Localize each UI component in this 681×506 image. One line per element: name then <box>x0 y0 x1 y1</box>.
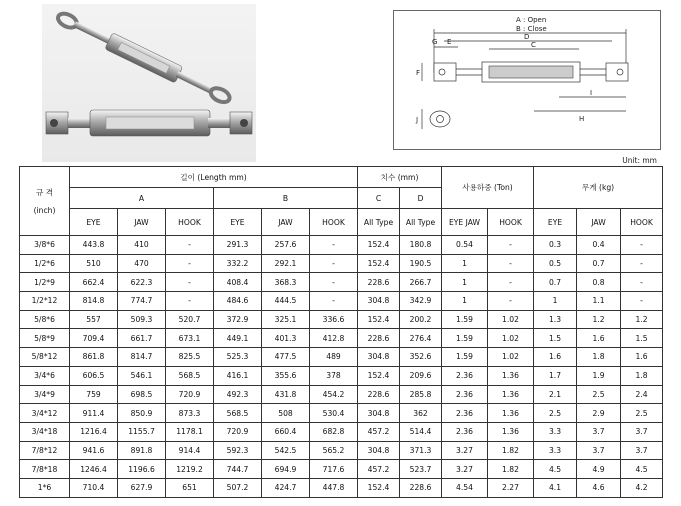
table-row <box>20 441 663 460</box>
value-cell: 2.5 <box>577 385 621 404</box>
value-cell: - <box>310 254 358 273</box>
value-cell: 355.6 <box>262 366 310 385</box>
value-cell: 542.5 <box>262 441 310 460</box>
spec-header-label: 규 격 <box>35 187 54 197</box>
value-cell: 4.5 <box>621 460 663 479</box>
label-f: F <box>416 69 421 77</box>
value-cell: 2.36 <box>442 404 488 423</box>
value-cell: 152.4 <box>358 310 400 329</box>
value-cell: 228.6 <box>400 478 442 497</box>
value-cell: 720.9 <box>214 422 262 441</box>
value-cell: 410 <box>118 236 166 255</box>
value-cell: 720.9 <box>166 385 214 404</box>
dimension-diagram <box>393 10 661 150</box>
value-cell: 304.8 <box>358 348 400 367</box>
value-cell: 759 <box>70 385 118 404</box>
value-cell: - <box>621 254 663 273</box>
value-cell: 1.9 <box>577 366 621 385</box>
value-cell: 660.4 <box>262 422 310 441</box>
value-cell: 1.6 <box>621 348 663 367</box>
spec-table-body <box>20 236 663 498</box>
value-cell: 3.27 <box>442 441 488 460</box>
value-cell: - <box>166 254 214 273</box>
value-cell: 4.2 <box>621 478 663 497</box>
dim-header: 치수 (mm) <box>358 167 442 188</box>
spec-cell: 7/8*12 <box>20 441 70 460</box>
value-cell: 0.4 <box>577 236 621 255</box>
sub-header-row <box>20 209 663 236</box>
value-cell: 651 <box>166 478 214 497</box>
value-cell: 3.7 <box>577 441 621 460</box>
value-cell: 0.7 <box>577 254 621 273</box>
value-cell: 152.4 <box>358 236 400 255</box>
value-cell: 368.3 <box>262 273 310 292</box>
value-cell: 2.1 <box>534 385 577 404</box>
value-cell: 228.6 <box>358 273 400 292</box>
unit-label: Unit: mm <box>622 156 657 165</box>
value-cell: 891.8 <box>118 441 166 460</box>
value-cell: 673.1 <box>166 329 214 348</box>
value-cell: 2.5 <box>621 404 663 423</box>
spec-cell: 5/8*6 <box>20 310 70 329</box>
value-cell: 592.3 <box>214 441 262 460</box>
value-cell: 606.5 <box>70 366 118 385</box>
value-cell: 1.6 <box>534 348 577 367</box>
value-cell: 342.9 <box>400 292 442 311</box>
value-cell: - <box>621 292 663 311</box>
value-cell: 444.5 <box>262 292 310 311</box>
value-cell: 304.8 <box>358 292 400 311</box>
value-cell: 1.82 <box>488 441 534 460</box>
value-cell: 362 <box>400 404 442 423</box>
eye-eye-turnbuckle <box>54 8 233 107</box>
sub-header: EYE <box>214 209 262 236</box>
spec-cell: 5/8*12 <box>20 348 70 367</box>
spec-cell: 1/2*9 <box>20 273 70 292</box>
value-cell: 401.3 <box>262 329 310 348</box>
value-cell: 352.6 <box>400 348 442 367</box>
spec-cell: 5/8*9 <box>20 329 70 348</box>
value-cell: 1.7 <box>534 366 577 385</box>
value-cell: 1.02 <box>488 310 534 329</box>
value-cell: 1219.2 <box>166 460 214 479</box>
value-cell: 514.4 <box>400 422 442 441</box>
value-cell: 3.3 <box>534 422 577 441</box>
value-cell: 546.1 <box>118 366 166 385</box>
spec-cell: 3/8*6 <box>20 236 70 255</box>
value-cell: 228.6 <box>358 385 400 404</box>
value-cell: 1.2 <box>577 310 621 329</box>
value-cell: 1.1 <box>577 292 621 311</box>
value-cell: 1.59 <box>442 329 488 348</box>
value-cell: - <box>166 292 214 311</box>
sub-header: JAW <box>577 209 621 236</box>
weight-header: 무게 (kg) <box>534 167 663 209</box>
value-cell: 4.9 <box>577 460 621 479</box>
value-cell: 1.59 <box>442 310 488 329</box>
value-cell: 4.5 <box>534 460 577 479</box>
sub-header: EYE <box>534 209 577 236</box>
value-cell: 276.4 <box>400 329 442 348</box>
value-cell: 1.02 <box>488 348 534 367</box>
value-cell: 508 <box>262 404 310 423</box>
value-cell: 492.3 <box>214 385 262 404</box>
value-cell: 520.7 <box>166 310 214 329</box>
value-cell: 509.3 <box>118 310 166 329</box>
value-cell: 332.2 <box>214 254 262 273</box>
spec-cell: 3/4*6 <box>20 366 70 385</box>
value-cell: 424.7 <box>262 478 310 497</box>
value-cell: 180.8 <box>400 236 442 255</box>
value-cell: 2.36 <box>442 422 488 441</box>
value-cell: 457.2 <box>358 422 400 441</box>
value-cell: 454.2 <box>310 385 358 404</box>
value-cell: 449.1 <box>214 329 262 348</box>
load-header: 사용하중 (Ton) <box>442 167 534 209</box>
value-cell: 0.8 <box>577 273 621 292</box>
sub-header: EYE <box>70 209 118 236</box>
value-cell: - <box>310 292 358 311</box>
value-cell: 709.4 <box>70 329 118 348</box>
table-row <box>20 385 663 404</box>
sub-header: JAW <box>262 209 310 236</box>
value-cell: 4.1 <box>534 478 577 497</box>
value-cell: 1.02 <box>488 329 534 348</box>
value-cell: 1216.4 <box>70 422 118 441</box>
spec-cell: 7/8*18 <box>20 460 70 479</box>
value-cell: 530.4 <box>310 404 358 423</box>
length-header: 길이 (Length mm) <box>70 167 358 188</box>
value-cell: 457.2 <box>358 460 400 479</box>
value-cell: - <box>166 236 214 255</box>
table-row <box>20 254 663 273</box>
value-cell: 325.1 <box>262 310 310 329</box>
value-cell: 266.7 <box>400 273 442 292</box>
value-cell: - <box>488 273 534 292</box>
value-cell: 1.36 <box>488 385 534 404</box>
value-cell: 622.3 <box>118 273 166 292</box>
label-i: I <box>590 89 593 97</box>
value-cell: 1155.7 <box>118 422 166 441</box>
value-cell: 209.6 <box>400 366 442 385</box>
value-cell: 489 <box>310 348 358 367</box>
value-cell: - <box>488 236 534 255</box>
table-row <box>20 292 663 311</box>
value-cell: 1.36 <box>488 422 534 441</box>
value-cell: 416.1 <box>214 366 262 385</box>
value-cell: 1.8 <box>577 348 621 367</box>
value-cell: 477.5 <box>262 348 310 367</box>
value-cell: 2.36 <box>442 385 488 404</box>
value-cell: 1246.4 <box>70 460 118 479</box>
value-cell: 1.2 <box>621 310 663 329</box>
sub-header: HOOK <box>621 209 663 236</box>
value-cell: 190.5 <box>400 254 442 273</box>
value-cell: - <box>166 273 214 292</box>
value-cell: 698.5 <box>118 385 166 404</box>
value-cell: 1 <box>534 292 577 311</box>
value-cell: 1.82 <box>488 460 534 479</box>
value-cell: 3.3 <box>534 441 577 460</box>
value-cell: 152.4 <box>358 478 400 497</box>
table-row <box>20 422 663 441</box>
col-a-header: A <box>70 188 214 209</box>
value-cell: 4.54 <box>442 478 488 497</box>
value-cell: 710.4 <box>70 478 118 497</box>
spec-cell: 3/4*9 <box>20 385 70 404</box>
value-cell: 291.3 <box>214 236 262 255</box>
product-photo <box>42 4 256 162</box>
value-cell: 814.7 <box>118 348 166 367</box>
col-c-header: C <box>358 188 400 209</box>
sub-header: HOOK <box>488 209 534 236</box>
value-cell: 0.3 <box>534 236 577 255</box>
value-cell: 484.6 <box>214 292 262 311</box>
value-cell: 507.2 <box>214 478 262 497</box>
value-cell: 470 <box>118 254 166 273</box>
value-cell: 850.9 <box>118 404 166 423</box>
value-cell: 1.8 <box>621 366 663 385</box>
spec-table <box>19 166 663 498</box>
value-cell: 3.7 <box>577 422 621 441</box>
label-g: G <box>432 38 438 46</box>
spec-cell: 1/2*12 <box>20 292 70 311</box>
value-cell: 1.36 <box>488 404 534 423</box>
sub-header: HOOK <box>310 209 358 236</box>
sub-header: JAW <box>118 209 166 236</box>
value-cell: 1.36 <box>488 366 534 385</box>
value-cell: 662.4 <box>70 273 118 292</box>
value-cell: 814.8 <box>70 292 118 311</box>
value-cell: 1.6 <box>577 329 621 348</box>
value-cell: 1.5 <box>621 329 663 348</box>
value-cell: 2.9 <box>577 404 621 423</box>
label-b-close: B : Close <box>516 25 547 33</box>
value-cell: 2.27 <box>488 478 534 497</box>
value-cell: - <box>621 273 663 292</box>
sub-header: EYE JAW <box>442 209 488 236</box>
value-cell: 1.59 <box>442 348 488 367</box>
table-row <box>20 366 663 385</box>
value-cell: 2.5 <box>534 404 577 423</box>
table-row <box>20 273 663 292</box>
label-a-open: A : Open <box>516 16 547 24</box>
spec-cell: 1*6 <box>20 478 70 497</box>
value-cell: 523.7 <box>400 460 442 479</box>
table-row <box>20 329 663 348</box>
value-cell: - <box>310 236 358 255</box>
value-cell: 1 <box>442 292 488 311</box>
value-cell: 304.8 <box>358 441 400 460</box>
value-cell: 443.8 <box>70 236 118 255</box>
value-cell: 717.6 <box>310 460 358 479</box>
value-cell: 911.4 <box>70 404 118 423</box>
value-cell: 152.4 <box>358 366 400 385</box>
table-row <box>20 348 663 367</box>
value-cell: 447.8 <box>310 478 358 497</box>
label-h: H <box>579 115 585 123</box>
value-cell: 825.5 <box>166 348 214 367</box>
col-d-header: D <box>400 188 442 209</box>
sub-header: All Type <box>400 209 442 236</box>
value-cell: 257.6 <box>262 236 310 255</box>
value-cell: 1.5 <box>534 329 577 348</box>
value-cell: 525.3 <box>214 348 262 367</box>
value-cell: 371.3 <box>400 441 442 460</box>
jaw-jaw-turnbuckle <box>46 110 252 136</box>
value-cell: 510 <box>70 254 118 273</box>
value-cell: 412.8 <box>310 329 358 348</box>
value-cell: 378 <box>310 366 358 385</box>
value-cell: 744.7 <box>214 460 262 479</box>
label-e: E <box>447 38 452 46</box>
value-cell: 873.3 <box>166 404 214 423</box>
spec-cell: 1/2*6 <box>20 254 70 273</box>
value-cell: 228.6 <box>358 329 400 348</box>
value-cell: - <box>488 254 534 273</box>
value-cell: 3.27 <box>442 460 488 479</box>
value-cell: 861.8 <box>70 348 118 367</box>
value-cell: 0.7 <box>534 273 577 292</box>
table-row <box>20 310 663 329</box>
value-cell: 914.4 <box>166 441 214 460</box>
value-cell: - <box>621 236 663 255</box>
value-cell: 1196.6 <box>118 460 166 479</box>
value-cell: 568.5 <box>166 366 214 385</box>
value-cell: 2.36 <box>442 366 488 385</box>
label-j: J <box>416 116 419 124</box>
value-cell: 304.8 <box>358 404 400 423</box>
value-cell: 0.5 <box>534 254 577 273</box>
value-cell: 627.9 <box>118 478 166 497</box>
value-cell: 565.2 <box>310 441 358 460</box>
spec-header <box>20 167 70 236</box>
value-cell: 0.54 <box>442 236 488 255</box>
table-row <box>20 460 663 479</box>
value-cell: - <box>310 273 358 292</box>
value-cell: 2.4 <box>621 385 663 404</box>
value-cell: 661.7 <box>118 329 166 348</box>
value-cell: 152.4 <box>358 254 400 273</box>
table-row <box>20 236 663 255</box>
value-cell: 3.7 <box>621 422 663 441</box>
value-cell: 1.3 <box>534 310 577 329</box>
value-cell: 1 <box>442 273 488 292</box>
value-cell: 694.9 <box>262 460 310 479</box>
value-cell: 408.4 <box>214 273 262 292</box>
value-cell: - <box>488 292 534 311</box>
label-d: D <box>524 33 530 41</box>
spec-cell: 3/4*18 <box>20 422 70 441</box>
value-cell: 336.6 <box>310 310 358 329</box>
value-cell: 431.8 <box>262 385 310 404</box>
sub-header: HOOK <box>166 209 214 236</box>
value-cell: 3.7 <box>621 441 663 460</box>
value-cell: 372.9 <box>214 310 262 329</box>
value-cell: 4.6 <box>577 478 621 497</box>
sub-header: All Type <box>358 209 400 236</box>
value-cell: 774.7 <box>118 292 166 311</box>
value-cell: 568.5 <box>214 404 262 423</box>
value-cell: 285.8 <box>400 385 442 404</box>
value-cell: 1178.1 <box>166 422 214 441</box>
table-row <box>20 404 663 423</box>
col-b-header: B <box>214 188 358 209</box>
label-c: C <box>531 41 536 49</box>
table-row <box>20 478 663 497</box>
spec-header-unit: (inch) <box>33 205 56 215</box>
value-cell: 292.1 <box>262 254 310 273</box>
spec-cell: 3/4*12 <box>20 404 70 423</box>
value-cell: 1 <box>442 254 488 273</box>
value-cell: 682.8 <box>310 422 358 441</box>
value-cell: 941.6 <box>70 441 118 460</box>
value-cell: 200.2 <box>400 310 442 329</box>
value-cell: 557 <box>70 310 118 329</box>
